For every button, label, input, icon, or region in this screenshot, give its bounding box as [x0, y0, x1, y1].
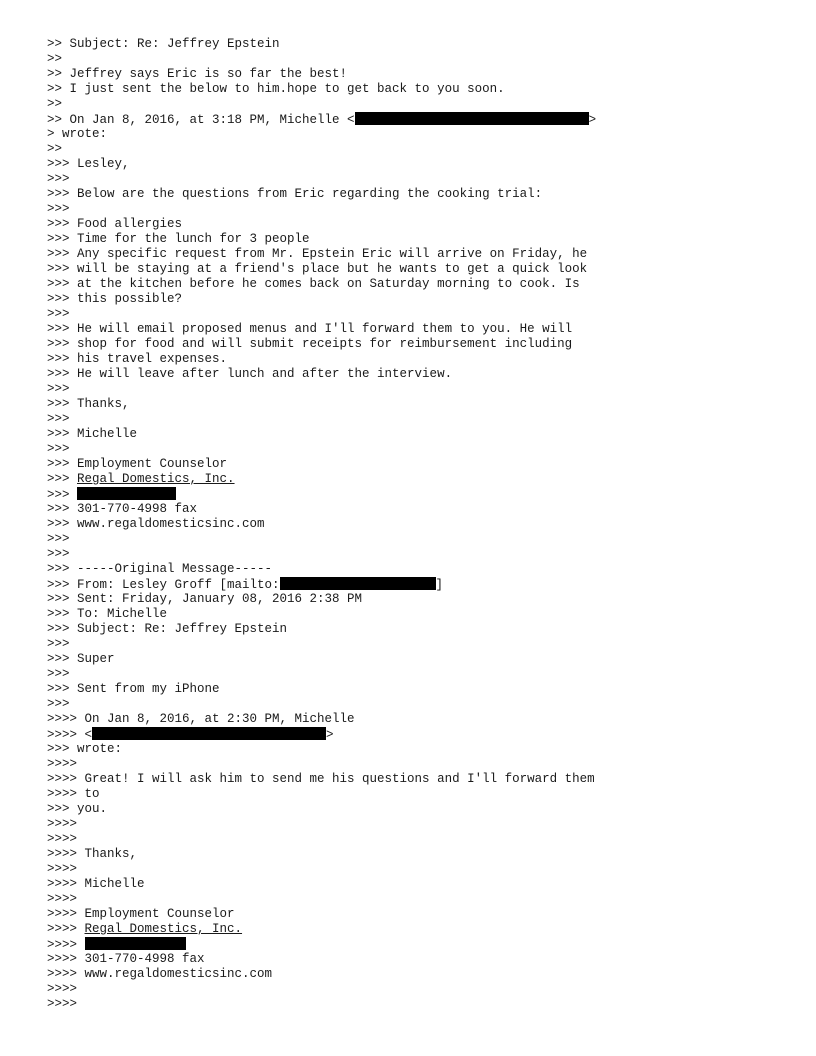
email-line: >>> -----Original Message-----	[47, 562, 273, 576]
email-line: >>>	[47, 202, 70, 216]
email-line: >>> at the kitchen before he comes back on Saturday morning to cook. Is	[47, 277, 580, 291]
email-line: >>> you.	[47, 802, 108, 816]
line-text: >> On Jan 8, 2016, at 3:18 PM, Michelle <	[47, 113, 355, 127]
email-line: >>>> Employment Counselor	[47, 907, 235, 921]
email-line: >>> Michelle	[47, 427, 138, 441]
email-line	[47, 577, 787, 592]
email-line: >>> He will leave after lunch and after the interview.	[47, 367, 453, 381]
email-line: >>> Employment Counselor	[47, 457, 228, 471]
email-line: >>>> www.regaldomesticsinc.com	[47, 967, 273, 981]
redacted-phone	[77, 487, 176, 500]
email-line: >>>> Thanks,	[47, 847, 138, 861]
line-text: >>>>	[47, 938, 85, 952]
email-line: >>>	[47, 547, 70, 561]
email-line: >>>	[47, 412, 70, 426]
email-line: >>> this possible?	[47, 292, 183, 306]
email-line: >>	[47, 97, 63, 111]
email-line	[47, 112, 787, 127]
email-line: >>> his travel expenses.	[47, 352, 228, 366]
email-line: >>>>	[47, 892, 78, 906]
line-text: >>>> <	[47, 728, 93, 742]
line-text: >>> From: Lesley Groff [mailto:	[47, 578, 280, 592]
email-line: >>>	[47, 172, 70, 186]
email-line: >> Jeffrey says Eric is so far the best!	[47, 67, 348, 81]
company-name: Regal Domestics, Inc.	[84, 922, 243, 936]
email-body	[47, 37, 787, 1012]
email-line: >>>	[47, 667, 70, 681]
email-line: >>>	[47, 307, 70, 321]
email-line: >>	[47, 142, 63, 156]
email-line	[47, 922, 787, 937]
redacted-email-address	[280, 577, 436, 590]
email-line	[47, 487, 787, 502]
email-line: >>>>	[47, 997, 78, 1011]
email-line: >>> Lesley,	[47, 157, 130, 171]
email-line: >>>	[47, 442, 70, 456]
redacted-email-address	[355, 112, 589, 125]
email-line: >>>> 301-770-4998 fax	[47, 952, 205, 966]
email-line: >>>>	[47, 862, 78, 876]
email-line: >>> Sent: Friday, January 08, 2016 2:38 PM	[47, 592, 363, 606]
email-line: >>>> Michelle	[47, 877, 145, 891]
email-line: >>> shop for food and will submit receipts for reimbursement including	[47, 337, 573, 351]
email-line: >>> Sent from my iPhone	[47, 682, 220, 696]
email-line: > wrote:	[47, 127, 108, 141]
redacted-phone	[85, 937, 186, 950]
email-line: >> I just sent the below to him.hope to get back to you soon.	[47, 82, 505, 96]
email-line: >>>> On Jan 8, 2016, at 2:30 PM, Michelle	[47, 712, 355, 726]
line-text: >>>>	[47, 922, 85, 936]
email-line: >> Subject: Re: Jeffrey Epstein	[47, 37, 280, 51]
email-line: >>>>	[47, 817, 78, 831]
email-line: >>> Food allergies	[47, 217, 183, 231]
email-line: >>>>	[47, 757, 78, 771]
email-line	[47, 472, 787, 487]
email-line: >>>	[47, 382, 70, 396]
email-line: >>>	[47, 637, 70, 651]
email-line: >>> Below are the questions from Eric regarding the cooking trial:	[47, 187, 543, 201]
email-line: >>>>	[47, 982, 78, 996]
email-line: >>> He will email proposed menus and I'll forward them to you. He will	[47, 322, 573, 336]
email-line	[47, 937, 787, 952]
redacted-email-address	[92, 727, 326, 740]
email-line: >>>> to	[47, 787, 100, 801]
line-text: >>>	[47, 488, 78, 502]
email-line: >>> Thanks,	[47, 397, 130, 411]
line-text: >	[588, 113, 597, 127]
company-name: Regal Domestics, Inc.	[77, 472, 235, 486]
email-line: >>>> Great! I will ask him to send me his questions and I'll forward them	[47, 772, 595, 786]
email-line: >>> wrote:	[47, 742, 123, 756]
email-line: >>> Any specific request from Mr. Epstein Eric will arrive on Friday, he	[47, 247, 588, 261]
email-line: >>> 301-770-4998 fax	[47, 502, 198, 516]
email-line: >>> Super	[47, 652, 115, 666]
email-line: >>>>	[47, 832, 78, 846]
email-line	[47, 727, 787, 742]
email-line: >>>	[47, 697, 70, 711]
email-line: >>> Subject: Re: Jeffrey Epstein	[47, 622, 288, 636]
email-line: >>> Time for the lunch for 3 people	[47, 232, 310, 246]
line-text: >	[326, 728, 334, 742]
email-line: >>> To: Michelle	[47, 607, 168, 621]
line-text: >>>	[47, 472, 78, 486]
line-text: ]	[435, 578, 444, 592]
email-line: >>>	[47, 532, 70, 546]
email-line: >>> www.regaldomesticsinc.com	[47, 517, 265, 531]
email-line: >>> will be staying at a friend's place but he wants to get a quick look	[47, 262, 588, 276]
email-line: >>	[47, 52, 63, 66]
